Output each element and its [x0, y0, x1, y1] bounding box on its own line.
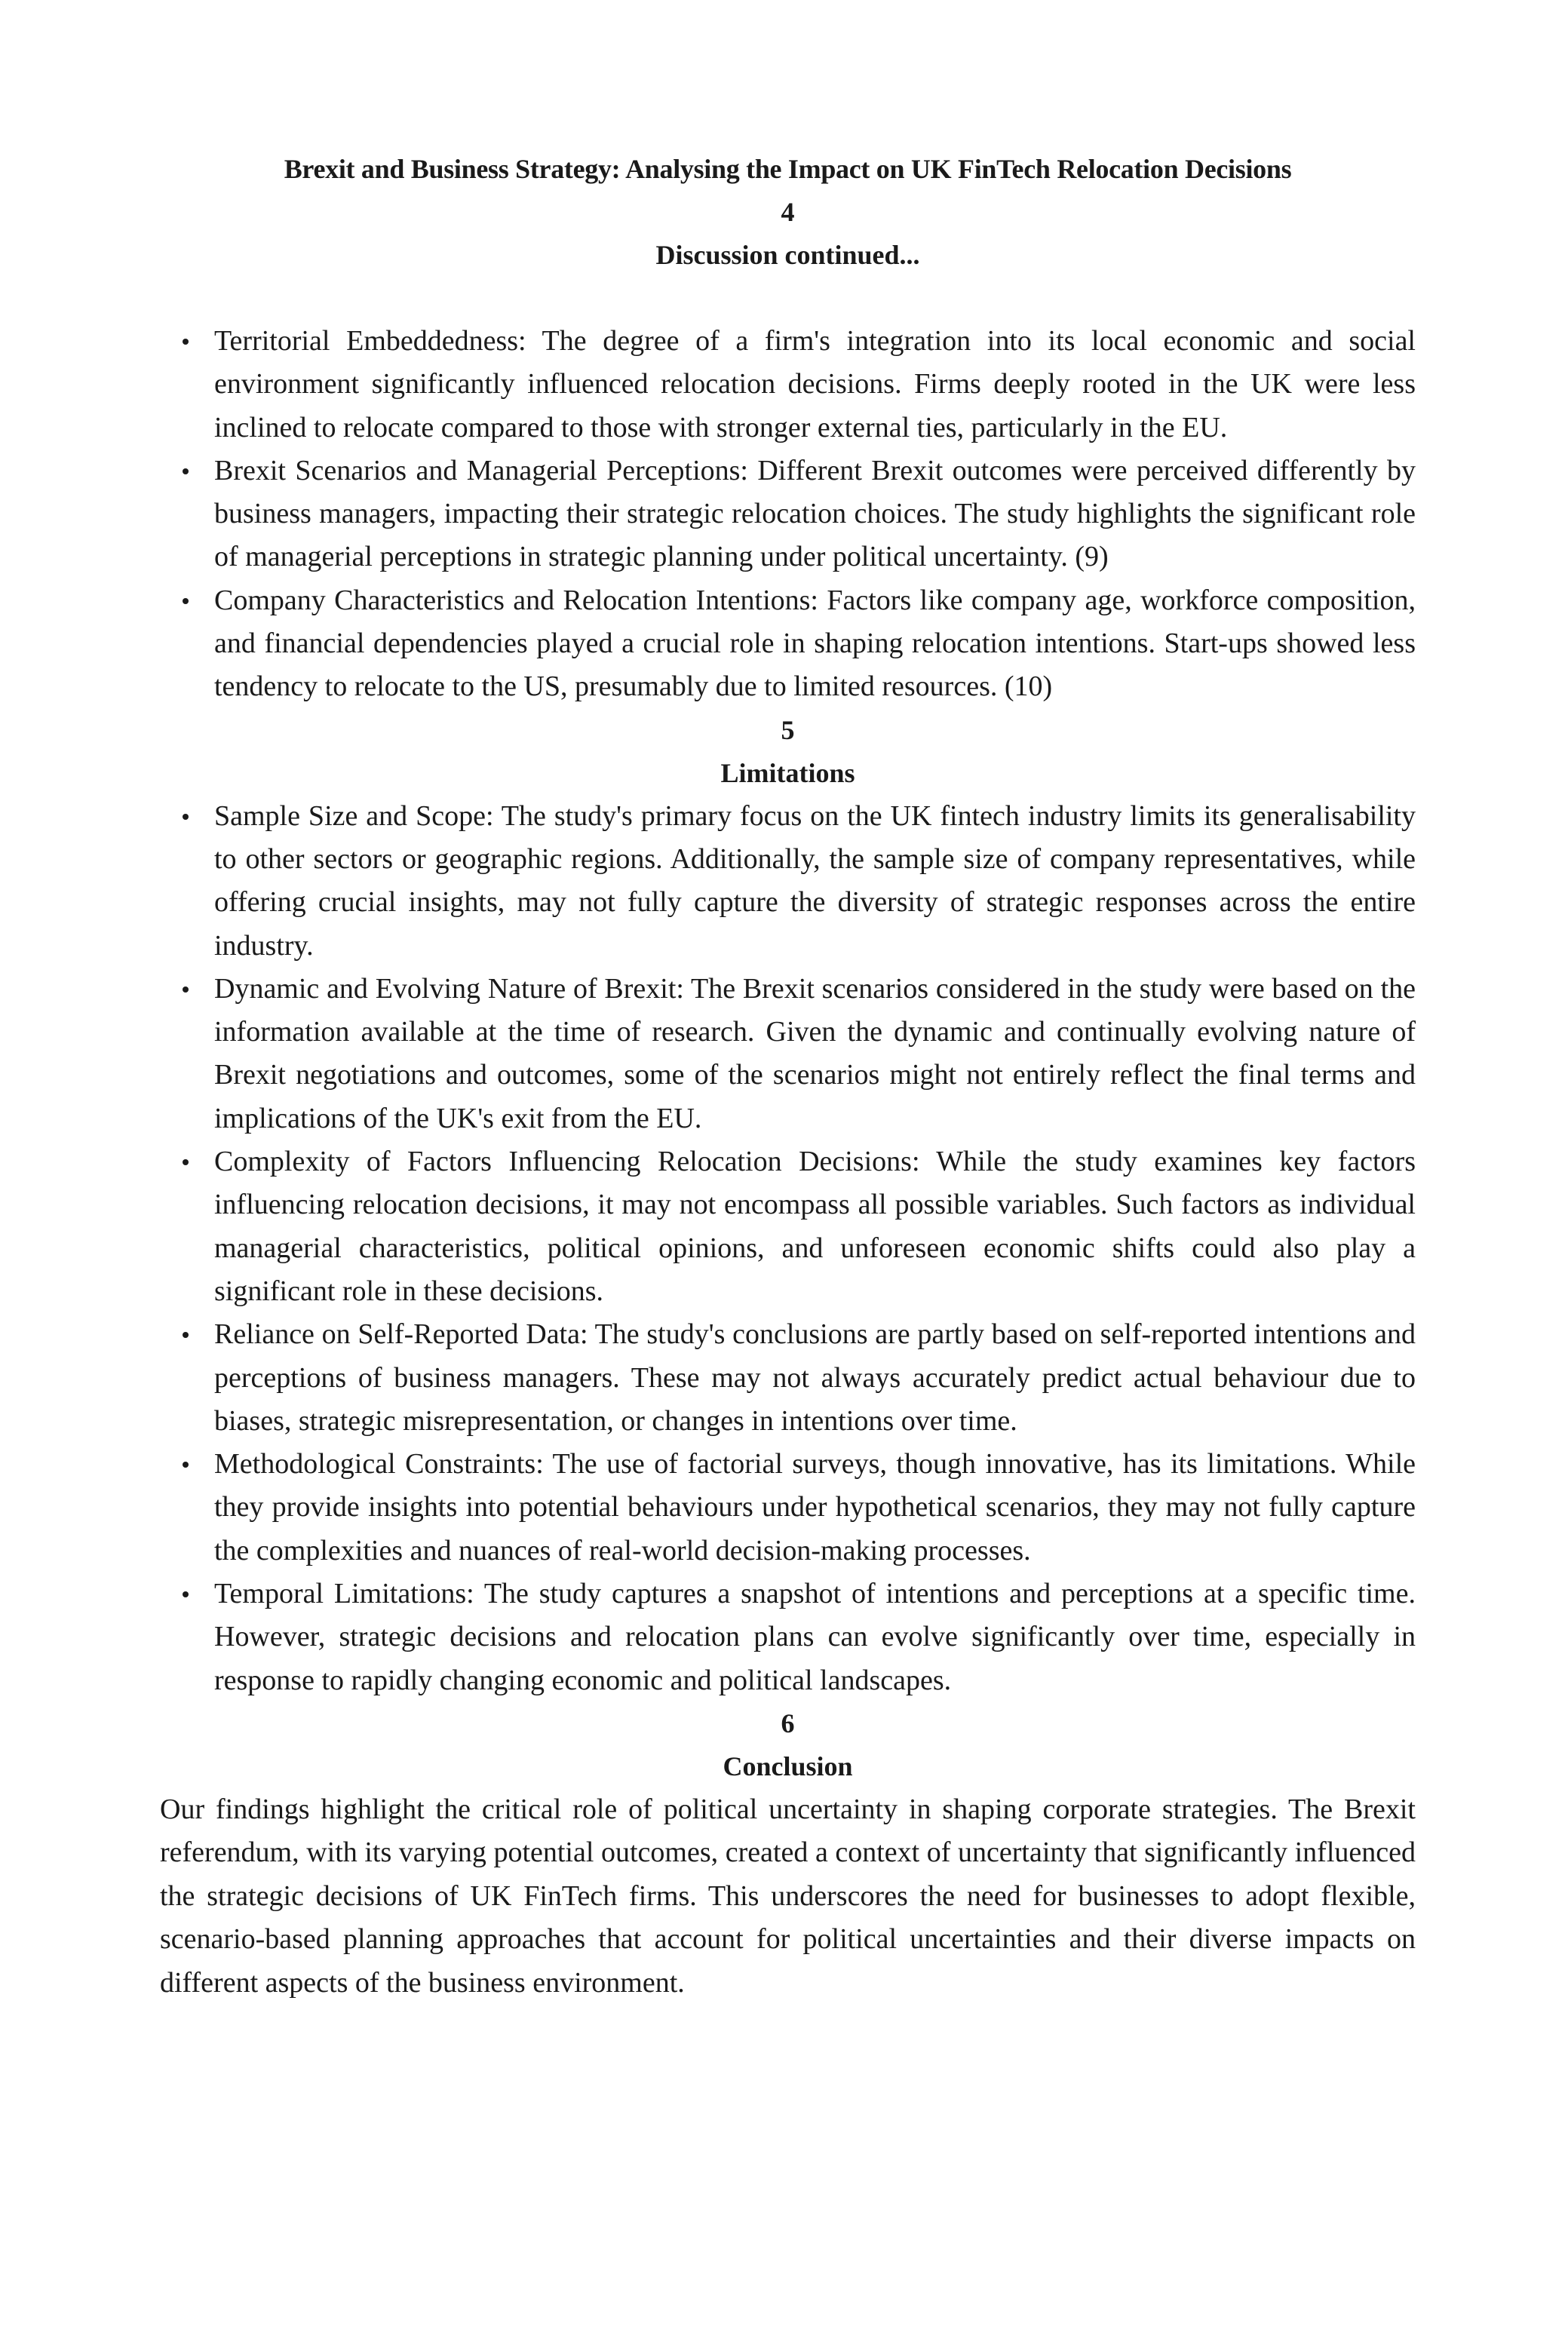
section-number: 6	[781, 1708, 795, 1738]
list-item-text: Methodological Constraints: The use of factorial surveys, though innovative, has its limitations. While they provide insights into potential behaviours under hypothetical scenarios, they may not fully capture the complexities and nuances of real-world decision-making processes.	[214, 1448, 1416, 1566]
list-item	[160, 1140, 1416, 1313]
limitations-list	[160, 795, 1416, 1702]
section-title: Discussion continued...	[655, 240, 920, 270]
section-number: 5	[781, 714, 795, 745]
bullet-icon	[183, 1462, 189, 1468]
list-item	[160, 1313, 1416, 1443]
list-item-text: Company Characteristics and Relocation Intentions: Factors like company age, workforce composition, and financial dependencies played a crucial role in shaping relocation intentions. Start-ups showed less tendency to relocate to the US, presumably due to limited resources. (10)	[214, 584, 1416, 703]
list-item-text: Complexity of Factors Influencing Relocation Decisions: While the study examines key factors influencing relocation decisions, it may not encompass all possible variables. Such factors as individual managerial characteristics, political opinions, and unforeseen economic shifts could also play a significant role in these decisions.	[214, 1146, 1416, 1307]
list-item-text: Reliance on Self-Reported Data: The study's conclusions are partly based on self-reported intentions and perceptions of business managers. These may not always accurately predict actual behaviour due to biases, strategic misrepresentation, or changes in intentions over time.	[214, 1318, 1416, 1437]
section-number: 4	[781, 197, 795, 227]
list-item	[160, 320, 1416, 450]
bullet-icon	[183, 1591, 189, 1597]
bullet-icon	[183, 598, 189, 604]
list-item	[160, 968, 1416, 1140]
list-item-text: Brexit Scenarios and Managerial Perceptions: Different Brexit outcomes were perceived differently by business managers, impacting their strategic relocation choices. The study highlights the significant role of managerial perceptions in strategic planning under political uncertainty. (9)	[214, 454, 1416, 573]
list-item	[160, 579, 1416, 709]
list-item-text: Territorial Embeddedness: The degree of a firm's integration into its local economic and social environment significantly influenced relocation decisions. Firms deeply rooted in the UK were less inclined to relocate compared to those with stronger external ties, particularly in the EU.	[214, 325, 1416, 443]
list-item	[160, 795, 1416, 968]
list-item	[160, 1573, 1416, 1702]
bullet-icon	[183, 468, 189, 474]
bullet-icon	[183, 1159, 189, 1165]
list-item	[160, 1443, 1416, 1573]
list-item	[160, 450, 1416, 579]
discussion-list	[160, 320, 1416, 709]
bullet-icon	[183, 986, 189, 993]
bullet-icon	[183, 814, 189, 820]
bullet-icon	[183, 339, 189, 345]
section-title: Limitations	[720, 757, 855, 788]
list-item-text: Sample Size and Scope: The study's primary focus on the UK fintech industry limits its generalisability to other sectors or geographic regions. Additionally, the sample size of company representatives, while offering crucial insights, may not fully capture the diversity of strategic responses across the entire industry.	[214, 799, 1416, 962]
list-item-text: Dynamic and Evolving Nature of Brexit: The Brexit scenarios considered in the study were based on the information available at the time of research. Given the dynamic and continually evolving nature of Brexit negotiations and outcomes, some of the scenarios might not entirely reflect the final terms and implications of the UK's exit from the EU.	[214, 972, 1416, 1134]
conclusion-paragraph: Our findings highlight the critical role of political uncertainty in shaping corporate strategies. The Brexit referendum, with its varying potential outcomes, created a context of uncertainty that significantly influenced the strategic decisions of UK FinTech firms. This underscores the need for businesses to adopt flexible, scenario-based planning approaches that account for political uncertainties and their diverse impacts on different aspects of the business environment.	[160, 1793, 1416, 1999]
section-title: Conclusion	[723, 1751, 853, 1781]
document-page	[160, 148, 1416, 2005]
bullet-icon	[183, 1332, 189, 1338]
document-title: Brexit and Business Strategy: Analysing the Impact on UK FinTech Relocation Decisions	[284, 154, 1292, 184]
list-item-text: Temporal Limitations: The study captures a snapshot of intentions and perceptions at a specific time. However, strategic decisions and relocation plans can evolve significantly over time, especially in response to rapidly changing economic and political landscapes.	[214, 1578, 1416, 1696]
